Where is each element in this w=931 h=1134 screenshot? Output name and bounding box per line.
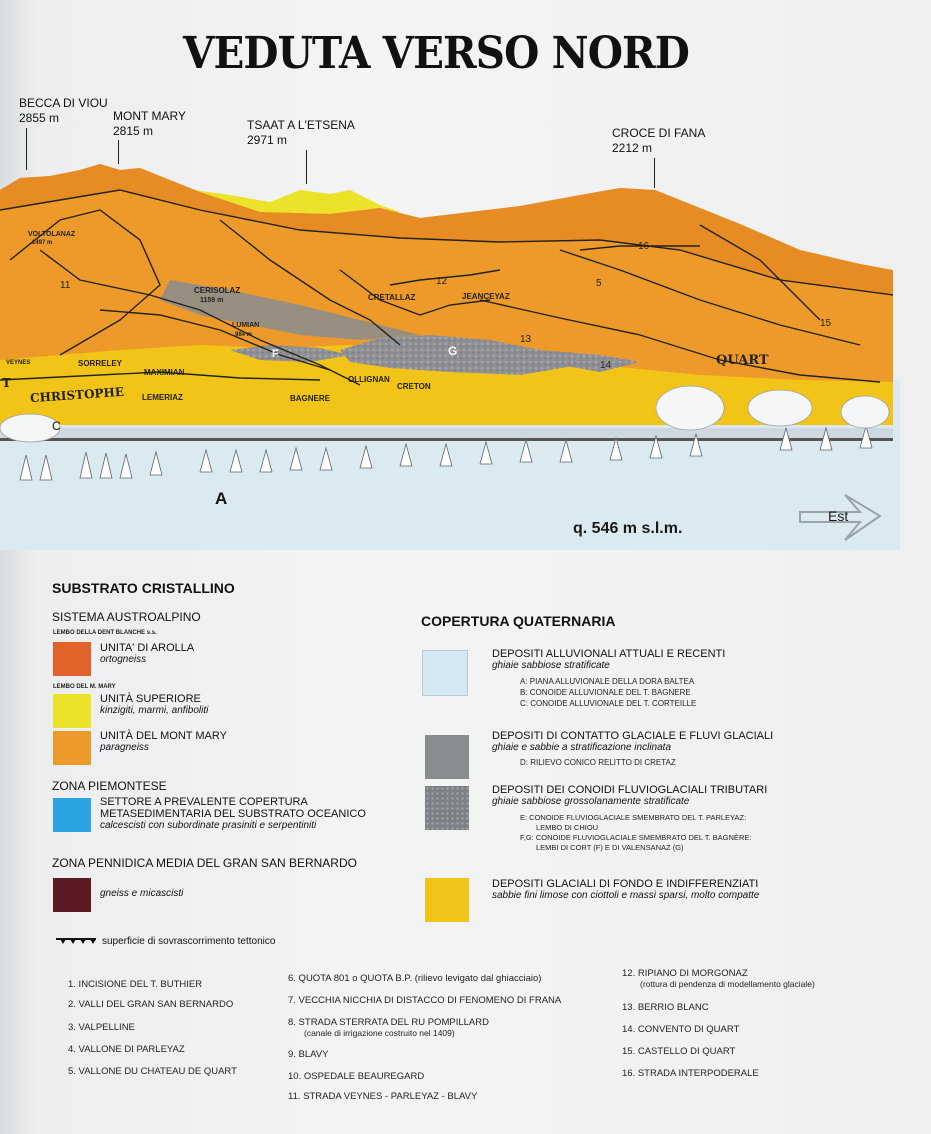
place-st: T	[2, 376, 11, 390]
callout-13: 13	[520, 334, 532, 345]
legend-item: A: PIANA ALLUVIONALE DELLA DORA BALTEA	[520, 677, 695, 686]
legend-settore-desc: calcescisti con subordinate prasiniti e serpentiniti	[100, 820, 317, 831]
direction-label: Est	[828, 508, 849, 524]
bridge-beam	[0, 438, 893, 441]
place-maximian: MAXIMIAN	[144, 368, 185, 377]
list-item: 2. VALLI DEL GRAN SAN BERNARDO	[68, 999, 234, 1010]
legend-settore	[100, 796, 366, 832]
place-name: VOLTOLANAZ	[28, 231, 76, 238]
list-item-note: (canale di irrigazione costruito nel 1409)	[304, 1028, 455, 1038]
list-item-title: 12. RIPIANO DI MORGONAZ	[622, 968, 748, 979]
list-item: 11. STRADA VEYNES - PARLEYAZ - BLAVY	[288, 1091, 478, 1102]
legend-dent-blanche: LEMBO DELLA DENT BLANCHE s.s.	[53, 630, 157, 636]
legend-substrato-heading: SUBSTRATO CRISTALLINO	[52, 580, 235, 596]
swatch-settore	[53, 798, 91, 832]
legend-mmary-heading: LEMBO DEL M. MARY	[53, 684, 116, 690]
callout-15: 15	[820, 318, 832, 329]
legend-item: D: RILIEVO CONICO RELITTO DI CRETAZ	[520, 758, 676, 767]
legend-mont-mary	[100, 730, 227, 754]
legend-item: C: CONOIDE ALLUVIONALE DEL T. CORTEILLE	[520, 699, 697, 708]
list-item: 10. OSPEDALE BEAUREGARD	[288, 1071, 425, 1082]
letter-c: C	[52, 419, 61, 433]
legend-arolla-title: UNITA' DI AROLLA	[100, 642, 195, 654]
list-item-note: (rottura di pendenza di modellamento glaciale)	[640, 979, 815, 989]
legend-contatto-items	[520, 757, 676, 768]
legend-mont-mary-title: UNITÀ DEL MONT MARY	[100, 730, 227, 742]
swatch-arolla	[53, 642, 91, 676]
legend-sovrascorrimento: superficie di sovrascorrimento tettonico	[102, 936, 276, 947]
place-cerisolaz: CERISOLAZ	[194, 286, 241, 295]
legend-superiore-desc: kinzigiti, marmi, anfiboliti	[100, 705, 209, 716]
peak-altitude: 2855 m	[19, 111, 60, 125]
legend-settore-title2: METASEDIMENTARIA DEL SUBSTRATO OCEANICO	[100, 808, 366, 820]
callout-5: 5	[596, 278, 602, 289]
list-item: 13. BERRIO BLANC	[622, 1002, 709, 1013]
list-item: 16. STRADA INTERPODERALE	[622, 1068, 759, 1079]
list-item: 4. VALLONE DI PARLEYAZ	[68, 1044, 185, 1055]
swatch-gneiss	[53, 878, 91, 912]
list-item: 14. CONVENTO DI QUART	[622, 1024, 740, 1035]
legend-glaciali	[492, 878, 759, 902]
swatch-superiore	[53, 694, 91, 728]
legend-conoidi-title: DEPOSITI DEI CONOIDI FLUVIOGLACIALI TRIBUTARI	[492, 784, 768, 796]
bridge-deck	[0, 428, 893, 438]
legend-gneiss-desc: gneiss e micascisti	[100, 888, 184, 899]
legend-item: E: CONOIDE FLUVIOGLACIALE SMEMBRATO DEL T. PARLEYAZ:	[520, 813, 747, 822]
legend-item: F,G: CONOIDE FLUVIOGLACIALE SMEMBRATO DEL T. BAGNÈRE:	[520, 833, 752, 842]
peak-tsaat	[247, 118, 355, 148]
callout-12: 12	[436, 276, 448, 287]
list-item: 15. CASTELLO DI QUART	[622, 1046, 736, 1057]
place-creton: CRETON	[397, 382, 431, 391]
legend-contatto-desc: ghiaie e sabbie a stratificazione inclinata	[492, 742, 671, 753]
letter-a: A	[215, 489, 228, 508]
legend-item: LEMBO DI CHIOU	[536, 823, 599, 832]
altitude-quote: q. 546 m s.l.m.	[573, 520, 683, 537]
swatch-mont-mary	[53, 731, 91, 765]
place-cretallaz: CRETALLAZ	[368, 293, 416, 302]
legend-superiore-title: UNITÀ SUPERIORE	[100, 693, 201, 705]
place-quart: QUART	[716, 353, 769, 368]
legend-alluvionali-items	[520, 676, 696, 709]
place-veynes: VEYNES	[6, 360, 31, 366]
callout-14: 14	[600, 360, 612, 371]
legend-alluvionali	[492, 648, 725, 672]
list-item: 1. INCISIONE DEL T. BUTHIER	[68, 979, 203, 990]
place-voltolanaz	[28, 231, 75, 238]
list-item: 5. VALLONE DU CHATEAU DE QUART	[68, 1066, 237, 1077]
letter-f: F	[272, 348, 279, 360]
place-voltolanaz-alt: 1497 m	[32, 240, 53, 246]
swatch-contatto	[425, 735, 469, 779]
peak-becca-di-viou	[19, 96, 108, 126]
place-cerisolaz-alt: 1159 m	[200, 297, 224, 304]
letter-g: G	[448, 344, 458, 358]
legend-contatto	[492, 730, 773, 754]
legend-mont-mary-desc: paragneiss	[100, 742, 149, 753]
place-lumian-alt: 984 m	[235, 332, 253, 338]
peak-name: MONT MARY	[113, 109, 186, 123]
legend-arolla-desc: ortogneiss	[100, 654, 147, 665]
legend-piemontese-heading: ZONA PIEMONTESE	[52, 779, 167, 793]
legend-item: B: CONOIDE ALLUVIONALE DEL T. BAGNERE	[520, 688, 691, 697]
legend-arolla	[100, 642, 194, 666]
peak-name: BECCA DI VIOU	[19, 96, 108, 110]
callout-16: 16	[638, 241, 650, 252]
legend-glaciali-desc: sabbie fini limose con ciottoli e massi sparsi, molto compatte	[492, 890, 760, 901]
place-bagnere: BAGNERE	[290, 394, 331, 403]
legend-conoidi	[492, 784, 767, 808]
list-item: 3. VALPELLINE	[68, 1022, 135, 1033]
legend-settore-title1: SETTORE A PREVALENTE COPERTURA	[100, 796, 308, 808]
legend-pennidica-heading: ZONA PENNIDICA MEDIA DEL GRAN SAN BERNARDO	[52, 856, 357, 870]
legend-glaciali-title: DEPOSITI GLACIALI DI FONDO E INDIFFERENZIATI	[492, 878, 759, 890]
legend-alluvionali-title: DEPOSITI ALLUVIONALI ATTUALI E RECENTI	[492, 648, 726, 660]
list-item	[288, 1017, 489, 1039]
peak-altitude: 2971 m	[247, 133, 288, 147]
place-christophe: CHRISTOPHE	[29, 384, 125, 406]
callout-11: 11	[60, 280, 71, 291]
swatch-conoidi	[425, 786, 469, 830]
legend-superiore	[100, 693, 208, 717]
place-sorreley: SORRELEY	[78, 359, 123, 368]
place-ollignan: OLLIGNAN	[348, 375, 390, 384]
list-item	[622, 968, 815, 990]
legend-gneiss	[100, 888, 183, 900]
peak-name: TSAAT A L'ETSENA	[247, 118, 355, 132]
peak-name: CROCE DI FANA	[612, 126, 706, 140]
legend-conoidi-items	[520, 813, 751, 853]
thrust-symbol-icon	[56, 936, 96, 948]
peak-mont-mary	[113, 109, 186, 139]
list-item: 6. QUOTA 801 o QUOTA B.P. (rilievo levigato dal ghiacciaio)	[288, 973, 542, 984]
legend-contatto-title: DEPOSITI DI CONTATTO GLACIALE E FLUVI GLACIALI	[492, 730, 774, 742]
swatch-alluvionali	[422, 650, 468, 696]
peak-altitude: 2815 m	[113, 124, 154, 138]
place-jeanceyaz: JEANCEYAZ	[462, 292, 510, 301]
legend-item: LEMBI DI CORT (F) E DI VALENSANAZ (G)	[536, 843, 684, 852]
place-lumian: LUMIAN	[232, 322, 260, 329]
peak-altitude: 2212 m	[612, 141, 653, 155]
legend-austroalpino-heading: SISTEMA AUSTROALPINO	[52, 610, 201, 624]
legend-quaternaria-heading: COPERTURA QUATERNARIA	[421, 613, 616, 629]
legend-conoidi-desc: ghiaie sabbiose grossolanamente stratificate	[492, 796, 690, 807]
swatch-glaciali	[425, 878, 469, 922]
legend-alluvionali-desc: ghiaie sabbiose stratificate	[492, 660, 610, 671]
diagram-title: VEDUTA VERSO NORD	[183, 28, 689, 79]
list-item: 7. VECCHIA NICCHIA DI DISTACCO DI FENOMENO DI FRANA	[288, 995, 562, 1006]
list-item: 9. BLAVY	[288, 1049, 329, 1060]
place-lemeriaz: LEMERIAZ	[142, 393, 183, 402]
list-item-title: 8. STRADA STERRATA DEL RU POMPILLARD	[288, 1017, 489, 1028]
